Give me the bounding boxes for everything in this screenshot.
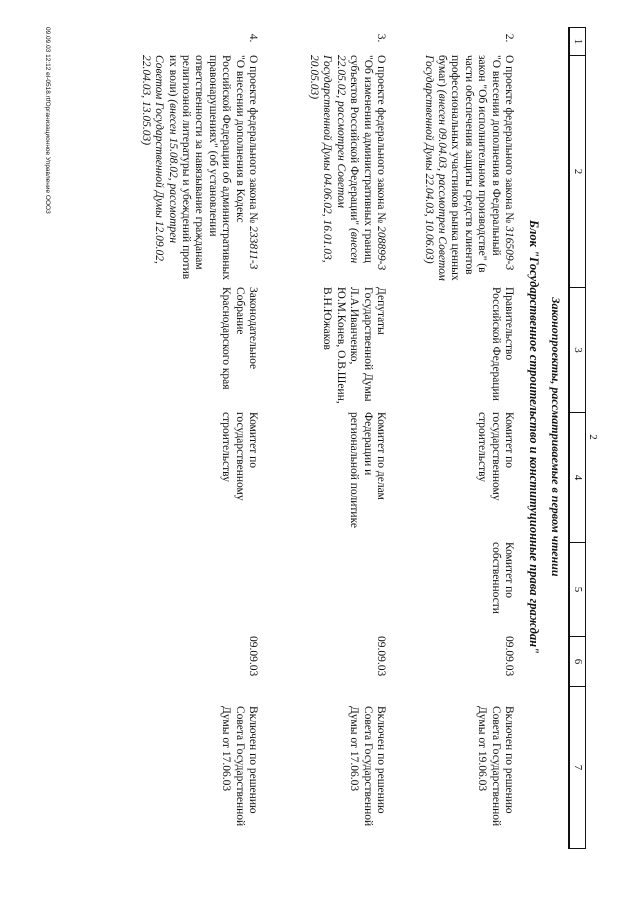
bill-title: "О внесении дополнения в Кодекс Российской Федерации об административных правонарушениях" (об установлении ответственности за навязывание гражданам религиозной литературы и убеждений против их воли) bbox=[166, 55, 246, 280]
section-title: Законопроекты, рассматриваемые в первом чтении bbox=[549, 297, 563, 577]
bill-note: (внесен 22.05.02, рассмотрен Советом Государственной Думы 04.06.02, 16.01.03, 20.05.03) bbox=[307, 55, 361, 264]
row-number: 3. bbox=[375, 33, 387, 43]
column-header: 1 bbox=[570, 28, 585, 56]
bill-note: (внесен 09.04.03, рассмотрен Советом Государственной Думы 22.04.03, 10.06.03) bbox=[422, 55, 448, 281]
bill-number: 316509-3 bbox=[503, 226, 515, 271]
date: 09.09.03 bbox=[503, 636, 515, 677]
rotated-content bbox=[35, 12, 615, 862]
table-row bbox=[307, 27, 387, 849]
co-committee bbox=[307, 542, 387, 636]
bill-author: Правительство Российской Федерации bbox=[489, 287, 515, 401]
co-committee: Комитет по собственности bbox=[489, 542, 515, 614]
bill-number: 233811-3 bbox=[247, 226, 259, 270]
bill-author: Законодательное Собрание Краснодарского края bbox=[220, 287, 259, 390]
status: Включен по решению Совета Государственной Думы от 17.06.03 bbox=[348, 706, 387, 827]
column-header: 5 bbox=[570, 543, 585, 637]
bill-title: "Об изменении административных границ субъектов Российской Федерации" bbox=[348, 55, 374, 263]
bill-author: Депутаты Государственной Думы Л.А.Иванченко, Ю.М.Конев, О.В.Шеин, В.Н.Южаков bbox=[321, 287, 387, 404]
column-header-row bbox=[568, 27, 586, 849]
page-number: 2 bbox=[587, 434, 599, 440]
row-number: 2. bbox=[503, 33, 515, 43]
bill-intro: О проекте федерального закона № bbox=[247, 55, 259, 224]
column-header: 3 bbox=[570, 288, 585, 413]
table-row bbox=[421, 27, 515, 849]
bill-note: (внесен 15.08.02, рассмотрен Советом Государственной Думы 12.09.02, 22.04.03, 13.05.03) bbox=[139, 55, 179, 264]
bill-number: 208899-3 bbox=[375, 226, 387, 271]
date: 09.09.03 bbox=[375, 636, 387, 677]
row-number: 4. bbox=[247, 33, 259, 43]
column-header: 4 bbox=[570, 413, 585, 543]
responsible-committee: Комитет по делам Федерации и региональной политике bbox=[348, 412, 387, 528]
bill-title: "О внесении дополнения в Федеральный закон "Об исполнительном производстве" (в части обеспечения защиты средств клиентов профессиональных участников рынка ценных бумаг) bbox=[435, 55, 502, 281]
bill-description bbox=[138, 55, 259, 287]
status: Включен по решению Совета Государственной Думы от 17.06.03 bbox=[220, 706, 259, 827]
responsible-committee: Комитет по государственному строительству bbox=[220, 412, 259, 501]
column-header: 2 bbox=[570, 56, 585, 288]
table-row bbox=[138, 27, 259, 849]
bill-intro: О проекте федерального закона № bbox=[375, 55, 387, 224]
footer-note: 09.09.03 12:12 el-0518.rtfОрганизационное Управление ООО3 bbox=[44, 27, 51, 214]
bill-description bbox=[421, 55, 515, 287]
bill-description bbox=[307, 55, 387, 287]
status: Включен по решению Совета Государственной Думы от 19.06.03 bbox=[476, 706, 515, 827]
date: 09.09.03 bbox=[247, 636, 259, 677]
block-title: Блок "Государственное строительство и конституционные права граждан" bbox=[527, 220, 541, 654]
column-header: 6 bbox=[570, 637, 585, 687]
co-committee bbox=[138, 542, 259, 636]
bill-intro: О проекте федерального закона № bbox=[503, 55, 515, 224]
column-header: 7 bbox=[572, 764, 584, 771]
responsible-committee: Комитет по государственному строительству bbox=[476, 412, 515, 501]
